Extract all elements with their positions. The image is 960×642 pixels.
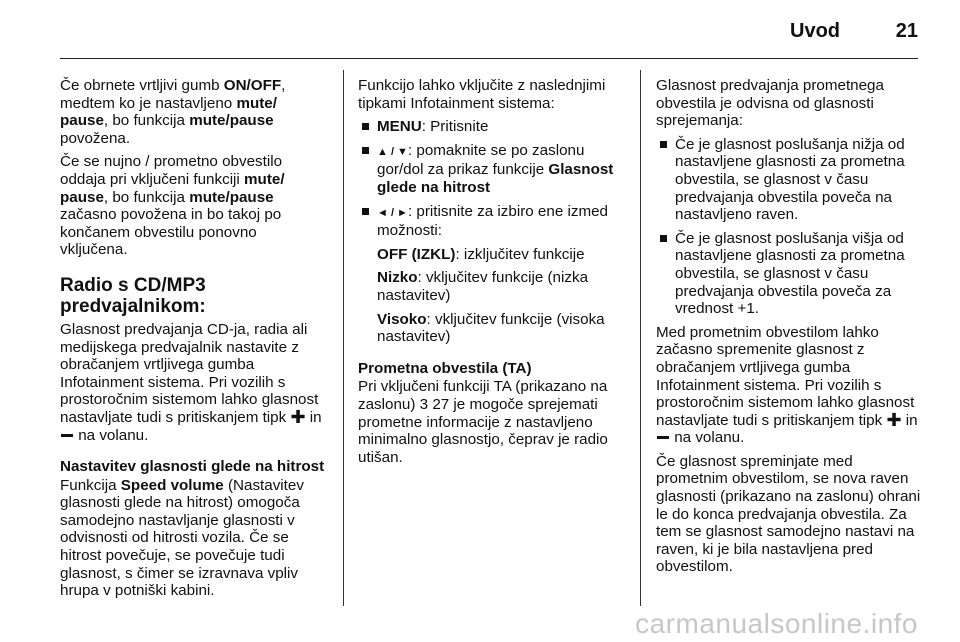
section-heading: Radio s CD/MP3 predvajalnikom: [60, 274, 206, 317]
list-item: ▲ / ▼: pomaknite se po zaslonu gor/dol za prikaz funkcije Glasnost glede na hitrost [358, 142, 626, 197]
page-header [60, 0, 918, 59]
plus-icon: ✚ [290, 406, 306, 427]
bullet-icon [660, 235, 667, 242]
page-number: 21 [895, 20, 918, 42]
column-2 [358, 77, 626, 472]
up-down-arrows-icon: ▲ / ▼ [377, 145, 408, 158]
list-item: ◄ / ►: pritisnite za izbiro ene izmed možnosti: [358, 203, 626, 240]
paragraph: Če se nujno / prometno obvestilo oddaja pri vključeni funkciji mute/ pause, bo funkcija mute/pause začasno povožena in bo takoj po končanem obvestilu ponovno vključena. [60, 153, 285, 259]
list-item: MENU: Pritisnite [358, 118, 626, 136]
subheading: Prometna obvestila (TA) [358, 359, 532, 377]
paragraph: Pri vključeni funkciji TA (prikazano na zaslonu) 3 27 je mogoče sprejemati prometne informacije z nastavljeno minimalno glasnostjo, čeprav je radio utišan. [358, 378, 608, 466]
page-title: Uvod [790, 20, 840, 42]
left-right-arrows-icon: ◄ / ► [377, 206, 408, 219]
column-1 [60, 77, 328, 606]
column-3 [656, 77, 926, 582]
bullet-icon [660, 141, 667, 148]
paragraph: Glasnost predvajanja prometnega obvestila je odvisna od glasnosti sprejemanja: [656, 77, 884, 130]
column-divider [343, 70, 344, 606]
paragraph: Glasnost predvajanja CD-ja, radia ali medijskega predvajalnik nastavite z obračanjem vrtljivega gumba Infotainment sistema. Pri vozilih s prostoročnim sistemom lahko glasnost nastavljate tudi s pritiskanjem tipk ✚ in na volanu. [60, 320, 322, 444]
list-item: Če je glasnost poslušanja višja od nastavljene glasnosti za prometna obvestila, se glasnost v času predvajanja obvestila poveča za vrednost +1. [656, 230, 926, 318]
paragraph: Med prometnim obvestilom lahko začasno spremenite glasnost z obračanjem vrtljivega gumba Infotainment sistema. Pri vozilih s prostoročnim sistemom lahko glasnost nastavljate tudi s pritiskanjem tipk ✚ in na volanu. [656, 323, 918, 447]
paragraph: Če obrnete vrtljivi gumb ON/OFF, medtem ko je nastavljeno mute/ pause, bo funkcija mute/pause povožena. [60, 77, 286, 147]
option-item: Nizko: vključitev funkcije (nizka nastavitev) [377, 269, 589, 304]
bullet-icon [362, 147, 369, 154]
option-item: Visoko: vključitev funkcije (visoka nastavitev) [377, 310, 605, 346]
page-reference-icon: 3 [419, 395, 429, 413]
paragraph: Funkcija Speed volume (Nastavitev glasnosti glede na hitrost) omogoča samodejno nastavljanje glasnosti v odvisnosti od hitrosti vozila. Če se hitrost povečuje, se povečuje tudi glasnost, s čimer se izravnava vpliv hrupa v potniški kabini. [60, 476, 304, 600]
bullet-icon [362, 208, 369, 215]
watermark: carmanualsonline.info [635, 608, 918, 639]
column-divider [640, 70, 641, 606]
paragraph: Funkcijo lahko vključite z naslednjimi tipkami Infotainment sistema: [358, 77, 606, 112]
option-item: OFF (IZKL): izključitev funkcije [377, 245, 585, 263]
paragraph: Če glasnost spreminjate med prometnim obvestilom, se nova raven glasnosti (prikazano na zaslonu) ohrani le do konca predvajanja obvestila. Za tem se glasnost samodejno nastavi na raven, ki je bila nastavljena pred obvestilom. [656, 452, 921, 576]
list-item: Če je glasnost poslušanja nižja od nastavljene glasnosti za prometna obvestila, se glasnost v času predvajanja obvestila poveča na nastavljeno raven. [656, 136, 926, 224]
subheading: Nastavitev glasnosti glede na hitrost [60, 458, 325, 476]
minus-icon [61, 434, 73, 437]
plus-icon: ✚ [886, 409, 902, 430]
bullet-icon [362, 123, 369, 130]
minus-icon [657, 436, 669, 439]
